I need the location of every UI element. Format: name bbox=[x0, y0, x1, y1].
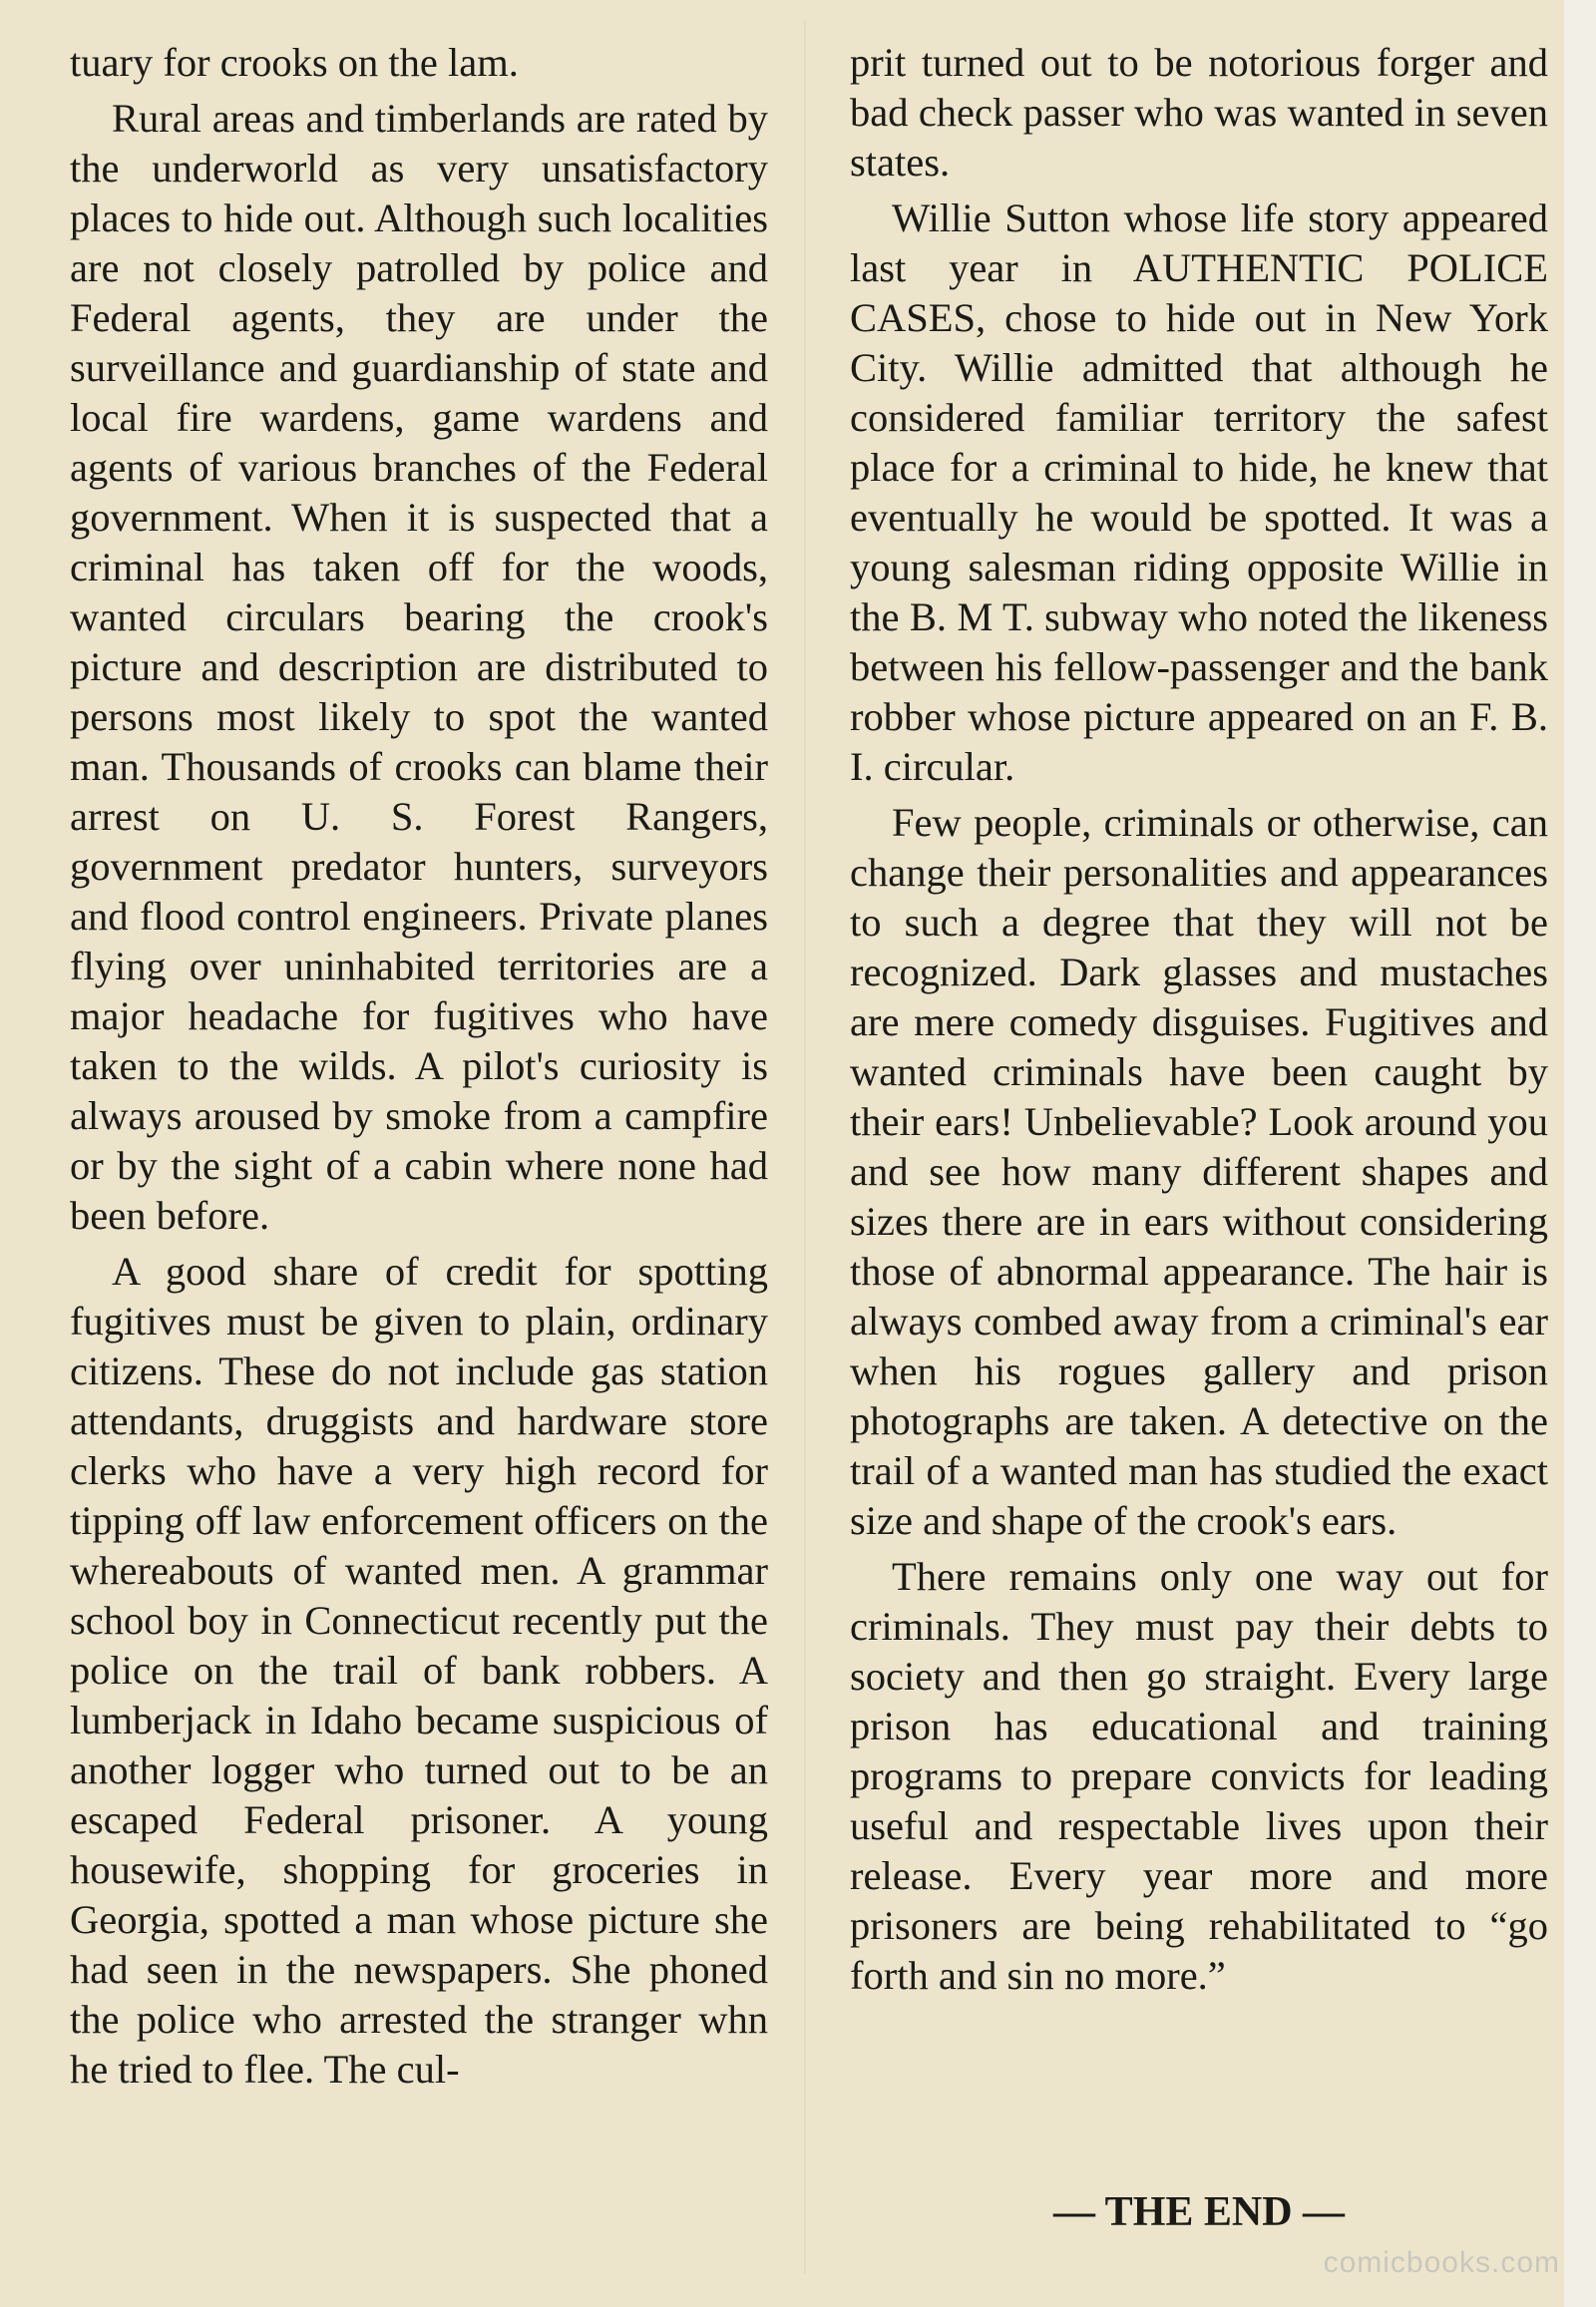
left-paragraph-1: tuary for crooks on the lam. bbox=[70, 40, 519, 85]
right-paragraph-2: Willie Sutton whose life story appeared last year in AUTHENTIC POLICE CASES, chose to hide out in New York City. Willie admitted that although he considered familiar territory the safest place for a criminal to hide, he knew that eventually he would be spotted. It was a young salesman riding opposite Willie in the B. M T. subway who noted the likeness between his fellow-passenger and the bank robber whose picture appeared on an F. B. I. circular. bbox=[850, 195, 1548, 789]
right-paragraph-1: prit turned out to be notorious forger and bad check passer who was wanted in seven states. bbox=[850, 40, 1548, 185]
column-gutter bbox=[804, 20, 806, 2274]
left-paragraph-3: A good share of credit for spotting fugitives must be given to plain, ordinary citizens. These do not include gas station attendants, druggists and hardware store clerks who have a very high record for tipping off law enforcement officers on the whereabouts of wanted men. A grammar school boy in Connecticut recently put the police on the trail of bank robbers. A lumberjack in Idaho became suspicious of another logger who turned out to be an escaped Federal prisoner. A young housewife, shopping for groceries in Georgia, spotted a man whose picture she had seen in the newspapers. She phoned the police who arrested the stranger whn he tried to flee. The cul- bbox=[70, 1249, 768, 2092]
right-column bbox=[850, 38, 1548, 2007]
left-paragraph-2: Rural areas and timberlands are rated by the underworld as very unsatisfactory places to hide out. Although such localities are not closely patrolled by police and Federal agents, they are under the surveillance and guardianship of state and local fire wardens, game wardens and agents of various branches of the Federal government. When it is suspected that a criminal has taken off for the woods, wanted circulars bearing the crook's picture and description are distributed to persons most likely to spot the wanted man. Thousands of crooks can blame their arrest on U. S. Forest Rangers, government predator hunters, surveyors and flood control engineers. Private planes flying over uninhabited territories are a major headache for fugitives who have taken to the wilds. A pilot's curiosity is always aroused by smoke from a campfire or by the sight of a cabin where none had been before. bbox=[70, 96, 768, 1238]
the-end-mark: — THE END — bbox=[1052, 2189, 1346, 2235]
right-paragraph-4: There remains only one way out for criminals. They must pay their debts to society and then go straight. Every large prison has educational and training programs to prepare convicts for leading useful and respectable lives upon their release. Every year more and more prisoners are being rehabilitated to “go forth and sin no more.” bbox=[850, 1554, 1548, 1998]
left-column bbox=[70, 38, 768, 2101]
right-paragraph-3: Few people, criminals or otherwise, can change their personalities and appearances to such a degree that they will not be recognized. Dark glasses and mustaches are mere comedy disguises. Fugitives and wanted criminals have been caught by their ears! Unbelievable? Look around you and see how many different shapes and sizes there are in ears without considering those of abnormal appearance. The hair is always combed away from a criminal's ear when his rogues gallery and prison photographs are taken. A detective on the trail of a wanted man has studied the exact size and shape of the crook's ears. bbox=[850, 800, 1548, 1543]
site-watermark: comicbooks.com bbox=[1323, 2246, 1560, 2279]
page-margin bbox=[1564, 0, 1596, 2307]
